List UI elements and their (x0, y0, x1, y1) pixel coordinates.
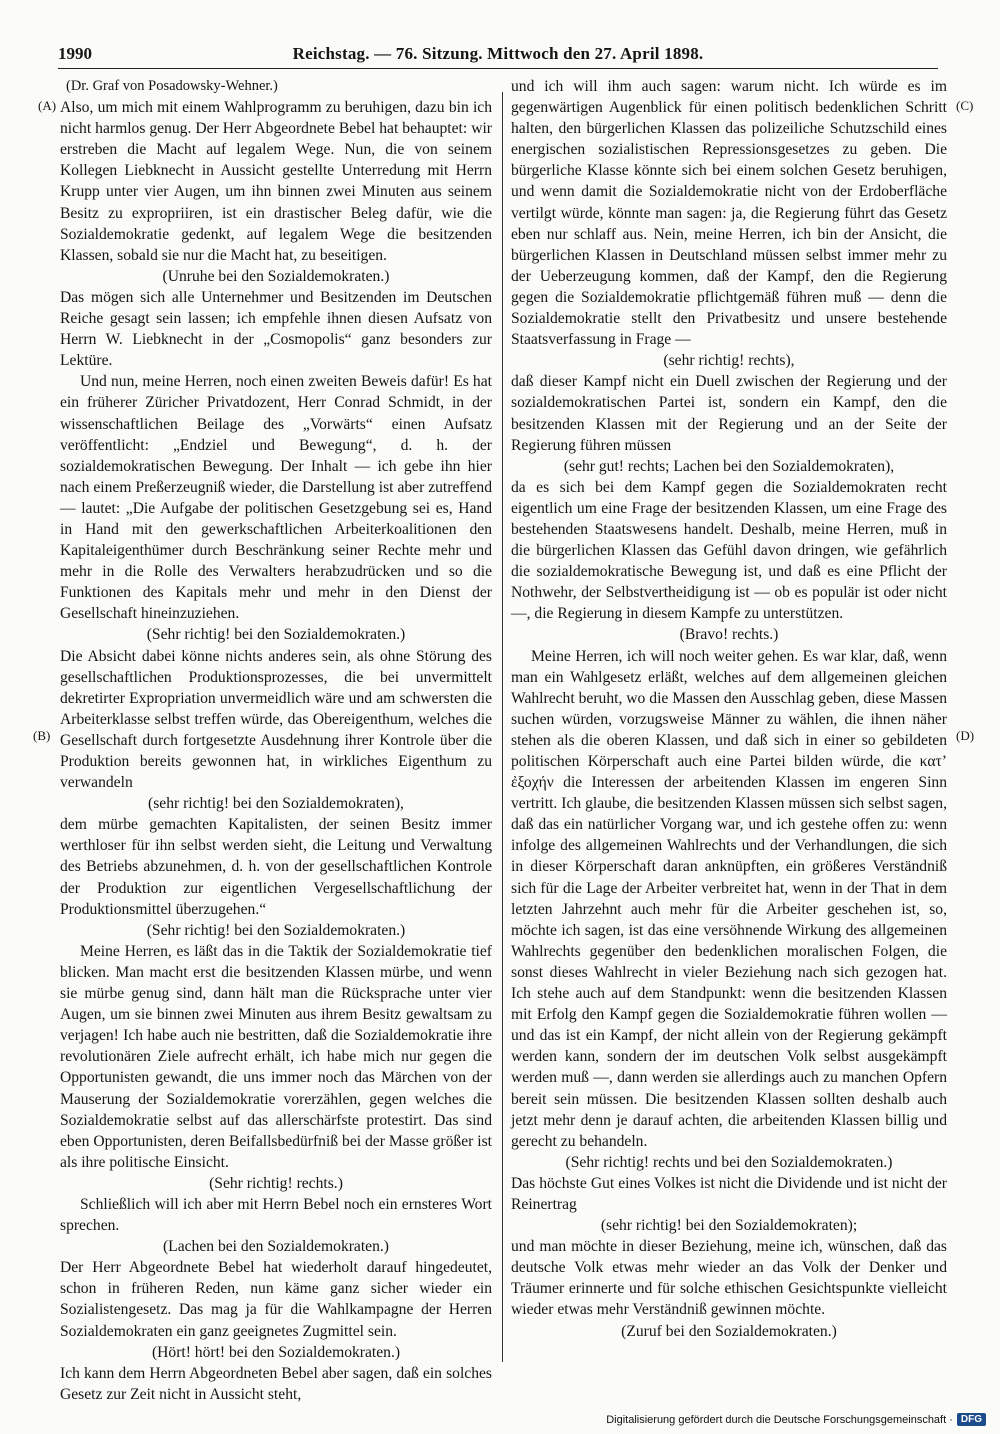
page-header (58, 44, 938, 68)
paragraph: Das höchste Gut eines Volkes ist nicht die Dividende und ist nicht der Reinertrag (511, 1174, 947, 1213)
paragraph: Meine Herren, ich will noch weiter gehen. Es war klar, daß, wenn man ein Wahlgesetz erläßt, welches auf dem allgemeinen gleichen Wahlrecht beruht, wo die Massen den Ausschlag geben, diese Massen suchen würden, vorzugsweise Männer zu wählen, die ihnen näher stehen als die oberen Klassen, und daß sich in einer so gebildeten politischen Körperschaft auch eine Partei bilden würde, die κατ’ ἐξοχήν die Interessen der arbeitenden Klassen im engeren Sinn vertritt. Ich glaube, die besitzenden Klassen müssen sich selbst sagen, daß das ein natürlicher Vorgang war, und ich gestehe offen zu: wenn infolge des allgemeinen Wahlrechts und der Verhandlungen, die sich in dieser Körperschaft daran anknüpften, ein größeres Verständniß sich für die Lage der Arbeiter verbreitet hat, wenn in der That in dem letzten Jahrzehnt auch mehr für die Arbeiter geschehen ist, so, möchte ich sagen, ist das eine versöhnende Wirkung des allgemeinen Wahlrechts gegenüber den bedenklichen moralischen Folgen, die sonst dieses Wahlrecht in vieler Beziehung nach sich gezogen hat. Ich stehe auch auf dem Standpunkt: wenn die besitzenden Klassen mit Erfolg den Kampf gegen die Sozialdemokratie führen wollen — und das ist ein Kampf, der nicht allein von der Regierung gekämpft werden kann, sondern der im deutschen Volk selbst ausgekämpft werden muß —, dann werden sie allerdings auch zu manchen Opfern bereit sein müssen. Die besitzenden Klassen sollten deshalb auch jetzt mehr denn je darauf achten, die arbeitenden Klassen billig und gerecht zu behandeln. (511, 647, 947, 1150)
paragraph: und ich will ihm auch sagen: warum nicht. Ich würde es im gegenwärtigen Augenblick für einen politisch bedenklichen Schritt halten, den bürgerlichen Klassen das polizeiliche Schutzschild eines energischen sozialistischen Repressionsgesetzes zu geben. Die bürgerliche Klasse könnte sich bei einem solchen Gesetz beruhigen, und wenn damit die Sozialdemokratie nicht von der Erdoberfläche vertilgt würde, könnte man sagen: ja, die Regierung führt das Gesetz eben nur schlaff aus. Nein, meine Herren, ich bin der Ansicht, die bürgerlichen Klassen in Deutschland müssen selbst immer mehr zu der Ueberzeugung kommen, daß der Kampf, den die Regierung gegen die Sozialdemokratie pflichtgemäß führen muß — denn die Sozialdemokratie stellt den Privatbesitz und unsere bestehende Staatsverfassung in Frage — (511, 78, 947, 349)
paragraph: Ich kann dem Herrn Abgeordneten Bebel aber sagen, daß ein solches Gesetz zur Zeit nicht in Aussicht steht, (60, 1364, 492, 1403)
header-rule (58, 68, 938, 69)
paragraph: Meine Herren, es läßt das in die Taktik der Sozialdemokratie tief blicken. Man macht erst die besitzenden Klassen mürbe, und wenn sie mürbe genug sind, dann hält man die Rücksprache unter vier Augen, um sie binnen zwei Minuten aus ihrem Besitz gewaltsam zu verjagen! Ich habe auch nie bestritten, daß die Sozialdemokratie ihre revolutionären Ziele aufrecht erhält, ich habe mich nur gegen die Opportunisten gewandt, die uns immer noch das Märchen von der Mauserung der Sozialdemokratie vorerzählen, gegen welches die Sozialdemokratie selbst auf das allerschärfste protestirt. Das sind eben Opportunisten, deren Beifallsbedürfniß bei der Masse größer ist als ihre politische Einsicht. (60, 942, 492, 1171)
interjection: (sehr richtig! bei den Sozialdemokraten), (148, 795, 404, 813)
interjection: (Zuruf bei den Sozialdemokraten.) (621, 1322, 837, 1340)
right-column-text (511, 76, 947, 1342)
interjection: (Sehr richtig! bei den Sozialdemokraten.) (146, 626, 406, 644)
margin-mark-c: (C) (956, 98, 974, 113)
column-divider (502, 92, 503, 1362)
page-number: 1990 (58, 44, 92, 63)
paragraph: und man möchte in dieser Beziehung, meine ich, wünschen, daß das deutsche Volk etwas mehr wieder an das Volk der Denker und Träumer erinnerte und für solche ethischen Gesichtspunkte vielleicht wieder etwas mehr Verständniß gewinnen möchte. (511, 1238, 947, 1319)
paragraph: Der Herr Abgeordnete Bebel hat wiederholt darauf hingedeutet, schon in früheren Reden, nun käme ganz sicher wieder ein Sozialistengesetz. Das mag ja für die Wahlkampagne der Herren Sozialdemokraten ein ganz geeignetes Zugmittel sein. (60, 1259, 492, 1340)
paragraph: daß dieser Kampf nicht ein Duell zwischen der Regierung und der sozialdemokratischen Partei ist, sondern ein Kampf, den die besitzenden Klassen mit der Regierung und an der Seite der Regierung führen müssen (511, 373, 947, 454)
margin-mark-d: (D) (956, 728, 975, 743)
interjection: (sehr gut! rechts; Lachen bei den Sozialdemokraten), (563, 457, 895, 475)
right-column (511, 76, 947, 1342)
interjection: (Sehr richtig! rechts und bei den Sozialdemokraten.) (565, 1153, 893, 1171)
paragraph: da es sich bei dem Kampf gegen die Sozialdemokraten recht eigentlich um eine Frage der besitzenden Klassen, um eine Frage des bestehenden Staatswesens handelt. Deshalb, meine Herren, muß in die bürgerlichen Klassen das Gefühl davon dringen, wie gefährlich die sozialdemokratische Bewegung ist, und daß es eine Pflicht der Nothwehr, der Selbstvertheidigung ist — ob es populär ist oder nicht —, die Regierung in diesem Kampfe zu unterstützen. (511, 478, 947, 623)
paragraph: Das mögen sich alle Unternehmer und Besitzenden im Deutschen Reiche gesagt sein lassen; ich empfehle ihnen diesen Aufsatz von Herrn W. Liebknecht in der „Cosmopolis“ ganz besonders zur Lektüre. (60, 288, 492, 370)
interjection: (sehr richtig! bei den Sozialdemokraten); (600, 1217, 858, 1235)
paragraph: Also, um mich mit einem Wahlprogramm zu beruhigen, dazu bin ich nicht harmlos genug. Der Herr Abgeordnete Bebel hat behauptet: wir erstreben die Macht auf legalem Wege. Nun, die von seinem Kollegen Liebknecht in Aussicht gestellte Unterredung mit Herrn Krupp unter vier Augen, um ihn binnen zwei Minuten aus seinem Besitz zu expropriiren, ist ein drastischer Beleg dafür, wie die Sozialdemokratie gedenkt, auf legalem Wege die besitzenden Klassen, sobald sie nur die Macht hat, zu beseitigen. (60, 99, 492, 264)
interjection: (sehr richtig! rechts), (663, 352, 795, 370)
paragraph: Schließlich will ich aber mit Herrn Bebel noch ein ernsteres Wort sprechen. (60, 1195, 492, 1235)
paragraph: Und nun, meine Herren, noch einen zweiten Beweis dafür! Es hat ein früherer Züricher Privatdozent, Herr Conrad Schmidt, in der wissenschaftlichen Beilage des „Vorwärts“ einen Aufsatz veröffentlicht: „Endziel und Bewegung“, d. h. der sozialdemokratischen Bewegung. Der Inhalt — ich gebe ihn hier nach einem Preßerzeugniß wieder, die Darstellung ist aber zutreffend — lautet: „Die Aufgabe der politischen Gesetzgebung sei es, Hand in Hand mit den gewerkschaftlichen Arbeiterkoalitionen den Kapitaleigenthümer durch Beschränkung seiner Rechte mehr und mehr in die Rolle des Verwalters herabzudrücken und so die Funktionen des Kapitals mehr und mehr in den Dienst der Gesellschaft hineinzuziehen. (60, 373, 492, 623)
margin-mark-b: (B) (33, 728, 51, 743)
left-column-text (60, 97, 492, 1405)
interjection: (Hört! hört! bei den Sozialdemokraten.) (151, 1343, 401, 1361)
left-column (60, 76, 492, 1405)
footer-credit-text: Digitalisierung gefördert durch die Deutsche Forschungsgemeinschaft · (606, 1413, 953, 1426)
interjection: (Lachen bei den Sozialdemokraten.) (162, 1238, 389, 1256)
interjection: (Bravo! rechts.) (679, 626, 779, 644)
page-title: Reichstag. — 76. Sitzung. Mittwoch den 27. April 1898. (292, 44, 704, 63)
margin-mark-a: (A) (38, 98, 57, 113)
interjection: (Sehr richtig! rechts.) (209, 1174, 343, 1192)
speaker-line: (Dr. Graf von Posadowsky-Wehner.) (66, 78, 278, 94)
interjection: (Sehr richtig! bei den Sozialdemokraten.) (146, 921, 406, 939)
paragraph: dem mürbe gemachten Kapitalisten, der seinen Besitz immer werthloser für ihn selbst werden sieht, die Leitung und Verwaltung des Betriebs abzunehmen, d. h. von der gesellschaftlichen Kontrole der Produktion zur eigentlichen Vergesellschaftlichung der Produktionsmittel überzugehen.“ (60, 816, 492, 918)
interjection: (Unruhe bei den Sozialdemokraten.) (162, 267, 390, 285)
footer-credit (606, 1413, 986, 1426)
paragraph: Die Absicht dabei könne nichts anderes sein, als ohne Störung des gesellschaftlichen Produktionsprozesses, die bei unvermittelt dekretirter Expropriation unvermeidlich wäre und am schwersten die Arbeiterklasse selbst treffen würde, das Obereigenthum, welches die Gesellschaft durch fortgesetzte Ausdehnung ihrer Kontrole über die Produktion bereits gewonnen hat, in wirkliches Eigenthum zu verwandeln (60, 647, 492, 792)
dfg-logo: DFG (957, 1413, 986, 1426)
